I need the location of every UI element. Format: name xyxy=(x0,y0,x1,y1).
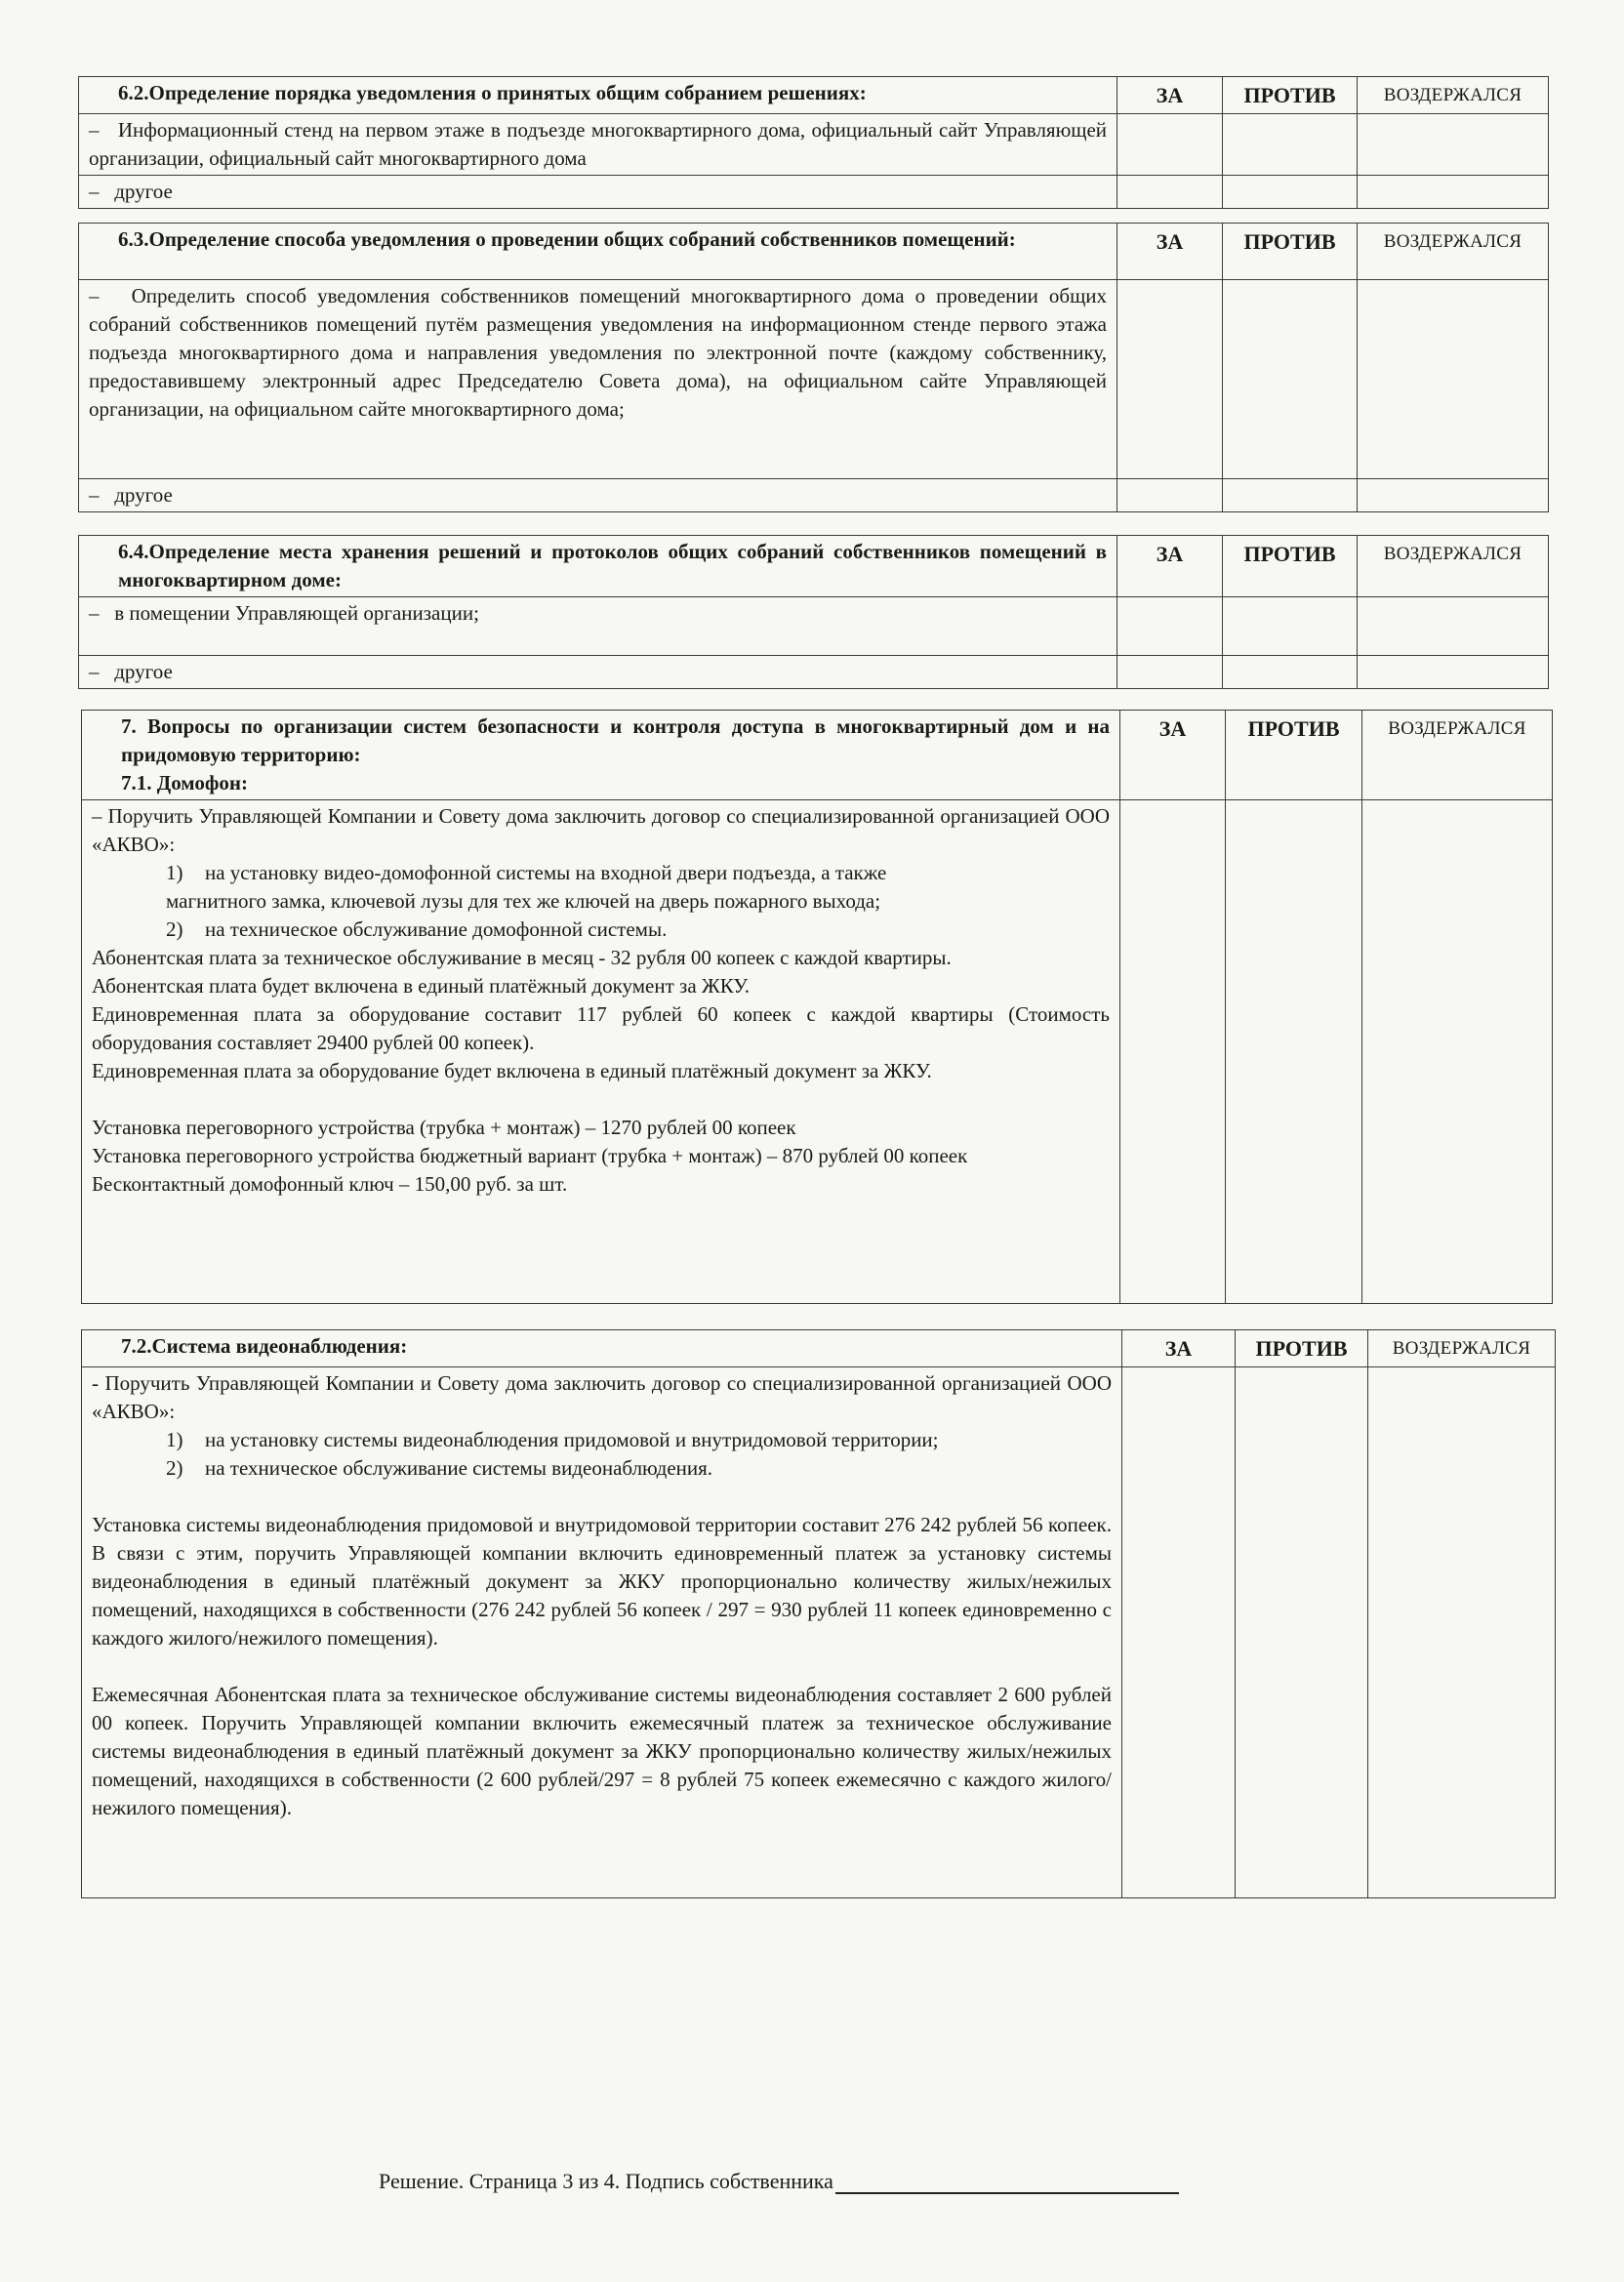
list-item-continuation: магнитного замка, ключевой лузы для тех же ключей на дверь пожарного выхода; xyxy=(166,889,881,913)
question-title: 6.4.Определение места хранения решений и протоколов общих собраний собственников помещений в многоквартирном доме: xyxy=(118,540,1107,591)
question-title-cell xyxy=(79,536,1117,597)
column-for-header: ЗА xyxy=(1117,224,1223,280)
list-item: 1) на установку системы видеонаблюдения придомовой и внутридомовой территории; xyxy=(166,1428,939,1451)
vote-abstain-box[interactable] xyxy=(1358,656,1549,689)
vote-for-box[interactable] xyxy=(1117,114,1223,176)
column-for-header: ЗА xyxy=(1117,77,1223,114)
column-for-header: ЗА xyxy=(1120,711,1226,800)
vote-abstain-box[interactable] xyxy=(1358,176,1549,209)
option-cell xyxy=(79,176,1117,209)
ballot-table-6-4 xyxy=(78,535,1549,689)
vote-against-box[interactable] xyxy=(1236,1367,1368,1898)
vote-for-box[interactable] xyxy=(1122,1367,1236,1898)
list-item: 2) на техническое обслуживание системы видеонаблюдения. xyxy=(166,1456,713,1480)
instruction-text: – Поручить Управляющей Компании и Совету дома заключить договор со специализированной организацией ООО «АКВО»: xyxy=(92,804,1110,856)
option-cell xyxy=(79,114,1117,176)
ballot-table-6-3 xyxy=(78,223,1549,512)
question-title-cell xyxy=(82,711,1120,800)
column-abstain-header: ВОЗДЕРЖАЛСЯ xyxy=(1362,711,1553,800)
option-cell xyxy=(79,280,1117,479)
vote-abstain-box[interactable] xyxy=(1358,114,1549,176)
vote-abstain-box[interactable] xyxy=(1362,800,1553,1304)
question-title: 6.2.Определение порядка уведомления о принятых общим собранием решениях: xyxy=(118,81,867,104)
question-title-cell xyxy=(82,1330,1122,1367)
vote-abstain-box[interactable] xyxy=(1358,280,1549,479)
column-against-header: ПРОТИВ xyxy=(1223,224,1358,280)
vote-against-box[interactable] xyxy=(1223,114,1358,176)
column-abstain-header: ВОЗДЕРЖАЛСЯ xyxy=(1358,536,1549,597)
list-item: 2) на техническое обслуживание домофонной системы. xyxy=(166,917,668,941)
question-title: 7.2.Система видеонаблюдения: xyxy=(121,1334,408,1358)
option-cell xyxy=(79,597,1117,656)
column-abstain-header: ВОЗДЕРЖАЛСЯ xyxy=(1358,224,1549,280)
vote-for-box[interactable] xyxy=(1117,280,1223,479)
paragraph: Ежемесячная Абонентская плата за техническое обслуживание системы видеонаблюдения составляет 2 600 рублей 00 копеек. Поручить Управляющей компании включить ежемесячный платеж за техническое обслуживание системы видеонаблюдения в единый платёжный документ за ЖКУ пропорционально количеству жилых/нежилых помещений, находящихся в собственности (2 600 рублей/297 = 8 рублей 75 копеек ежемесячно с каждого жилого/нежилого помещения). xyxy=(92,1683,1112,1819)
paragraph: Единовременная плата за оборудование составит 117 рублей 60 копеек с каждой квартиры (Стоимость оборудования составляет 29400 рублей 00 копеек). xyxy=(92,1002,1110,1054)
vote-against-box[interactable] xyxy=(1226,800,1362,1304)
vote-against-box[interactable] xyxy=(1223,479,1358,512)
page-footer xyxy=(379,2169,1179,2194)
question-title-cell xyxy=(79,224,1117,280)
vote-abstain-box[interactable] xyxy=(1358,479,1549,512)
question-title: 6.3.Определение способа уведомления о проведении общих собраний собственников помещений: xyxy=(118,227,1016,251)
vote-for-box[interactable] xyxy=(1117,656,1223,689)
paragraph: Абонентская плата за техническое обслуживание в месяц - 32 рубля 00 копеек с каждой квартиры. xyxy=(92,946,952,969)
list-item: 1) на установку видео-домофонной системы на входной двери подъезда, а также xyxy=(166,861,887,884)
vote-against-box[interactable] xyxy=(1223,656,1358,689)
ballot-table-7-2 xyxy=(81,1329,1556,1898)
question-subtitle: 7.1. Домофон: xyxy=(121,771,248,795)
vote-against-box[interactable] xyxy=(1223,597,1358,656)
column-for-header: ЗА xyxy=(1117,536,1223,597)
column-against-header: ПРОТИВ xyxy=(1223,536,1358,597)
vote-for-box[interactable] xyxy=(1120,800,1226,1304)
paragraph: Установка переговорного устройства (трубка + монтаж) – 1270 рублей 00 копеек xyxy=(92,1116,796,1139)
owner-signature-line[interactable] xyxy=(835,2171,1179,2194)
footer-text: Решение. Страница 3 из 4. Подпись собственника xyxy=(379,2169,833,2193)
option-text: в помещении Управляющей организации; xyxy=(114,601,479,625)
vote-against-box[interactable] xyxy=(1223,280,1358,479)
option-cell xyxy=(82,1367,1122,1898)
column-against-header: ПРОТИВ xyxy=(1223,77,1358,114)
option-cell xyxy=(82,800,1120,1304)
vote-against-box[interactable] xyxy=(1223,176,1358,209)
option-text: другое xyxy=(114,180,173,203)
vote-for-box[interactable] xyxy=(1117,176,1223,209)
option-text: – Определить способ уведомления собственников помещений многоквартирного дома о проведении общих собраний собственников помещений путём размещения уведомления на информационном стенде первого этажа подъезда многоквартирного дома и направления уведомления по электронной почте (каждому собственнику, предоставившему электронный адрес Председателю Совета дома), на официальном сайте Управляющей организации, на официальном сайте многоквартирного дома; xyxy=(89,282,1107,424)
paragraph: Единовременная плата за оборудование будет включена в единый платёжный документ за ЖКУ. xyxy=(92,1059,932,1082)
paragraph: Установка переговорного устройства бюджетный вариант (трубка + монтаж) – 870 рублей 00 копеек xyxy=(92,1144,968,1167)
column-abstain-header: ВОЗДЕРЖАЛСЯ xyxy=(1358,77,1549,114)
instruction-text: - Поручить Управляющей Компании и Совету дома заключить договор со специализированной организацией ООО «АКВО»: xyxy=(92,1371,1112,1423)
ballot-table-6-2 xyxy=(78,76,1549,209)
option-cell xyxy=(79,656,1117,689)
option-text: – Информационный стенд на первом этаже в подъезде многоквартирного дома, официальный сайт Управляющей организации, официальный сайт многоквартирного дома xyxy=(89,116,1107,173)
column-for-header: ЗА xyxy=(1122,1330,1236,1367)
vote-for-box[interactable] xyxy=(1117,479,1223,512)
option-text: другое xyxy=(114,483,173,507)
paragraph: Абонентская плата будет включена в единый платёжный документ за ЖКУ. xyxy=(92,974,750,998)
paragraph: Установка системы видеонаблюдения придомовой и внутридомовой территории составит 276 242 рублей 56 копеек. В связи с этим, поручить Управляющей компании включить единовременный платеж за установку системы видеонаблюдения в единый платёжный документ за ЖКУ пропорционально количеству жилых/нежилых помещений, находящихся в собственности (276 242 рублей 56 копеек / 297 = 930 рублей 11 копеек единовременно с каждого жилого/нежилого помещения). xyxy=(92,1513,1112,1650)
column-abstain-header: ВОЗДЕРЖАЛСЯ xyxy=(1368,1330,1556,1367)
vote-abstain-box[interactable] xyxy=(1368,1367,1556,1898)
question-title-cell xyxy=(79,77,1117,114)
column-against-header: ПРОТИВ xyxy=(1236,1330,1368,1367)
option-text: другое xyxy=(114,660,173,683)
question-title: 7. Вопросы по организации систем безопасности и контроля доступа в многоквартирный дом и на придомовую территорию: xyxy=(121,714,1110,766)
ballot-table-7-1 xyxy=(81,710,1553,1304)
vote-abstain-box[interactable] xyxy=(1358,597,1549,656)
paragraph: Бесконтактный домофонный ключ – 150,00 руб. за шт. xyxy=(92,1172,568,1196)
option-cell xyxy=(79,479,1117,512)
column-against-header: ПРОТИВ xyxy=(1226,711,1362,800)
vote-for-box[interactable] xyxy=(1117,597,1223,656)
